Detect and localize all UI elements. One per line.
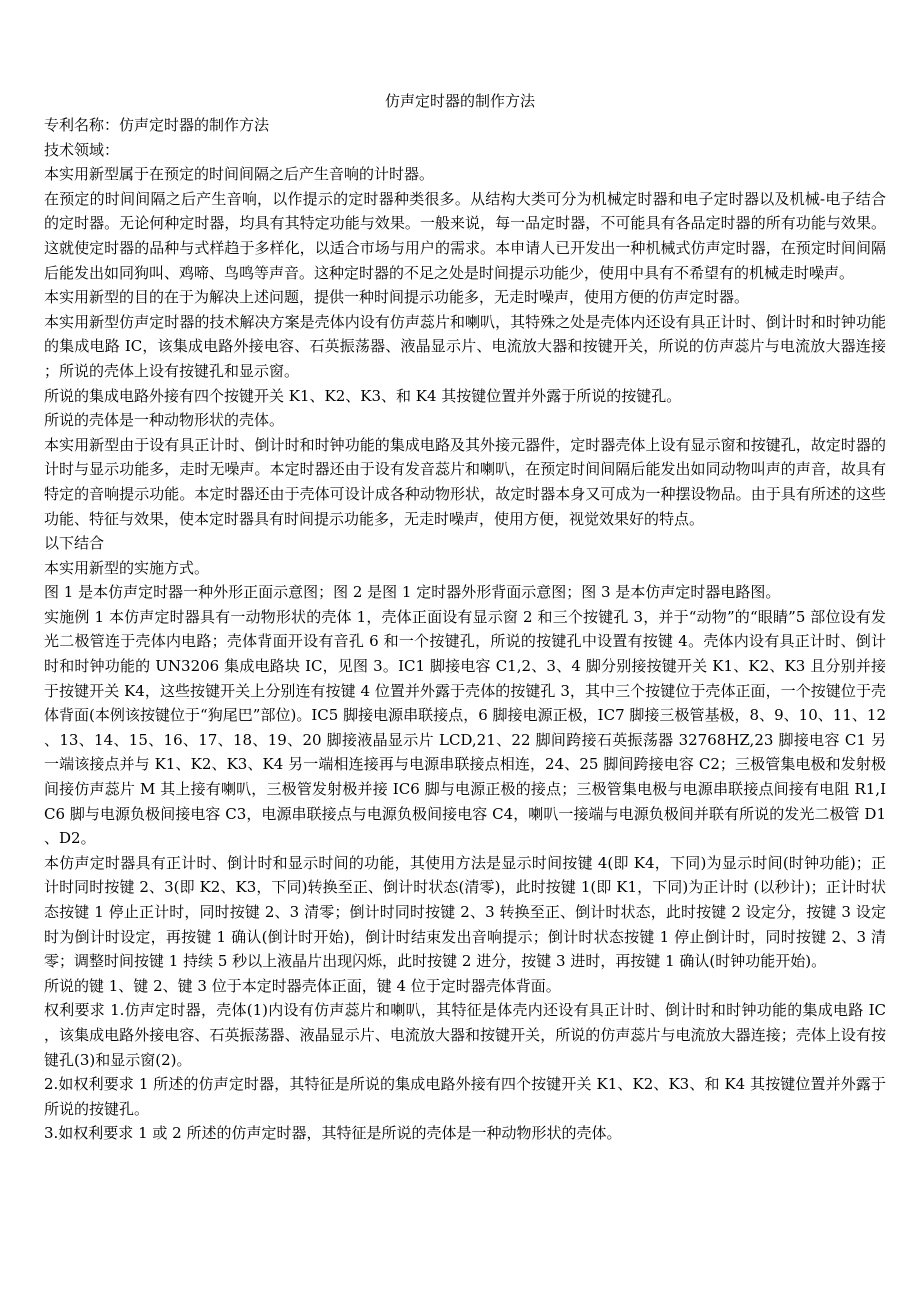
key-switches-paragraph: 所说的集成电路外接有四个按键开关 K1、K2、K3、和 K4 其按键位置并外露于所说的按键孔。: [44, 386, 682, 405]
housing-shape-paragraph: 所说的壳体是一种动物形状的壳体。: [44, 411, 285, 430]
effects-paragraph: 本实用新型由于设有具正计时、倒计时和时钟功能的集成电路及其外接元器件，定时器壳体上设有显示窗和按键孔，故定时器的计时与显示功能多，走时无噪声。本定时器还由于设有发音蕊片和喇叭，在预定时间间隔后能发出如同动物叫声的声音，故具有特定的音响提示功能。本定时器还由于壳体可设计成各种动物形状，故定时器本身又可成为一种摆设物品。由于具有所述的这些功能、特征与效果，使本定时器具有时间提示功能多，无走时噪声，使用方便，视觉效果好的特点。: [44, 435, 886, 528]
technical-field-text: 本实用新型属于在预定的时间间隔之后产生音响的计时器。: [44, 165, 435, 184]
document-title: 仿声定时器的制作方法: [384, 92, 535, 110]
patent-name-line: 专利名称：仿声定时器的制作方法: [44, 116, 270, 134]
technical-field-heading: 技术领域：: [44, 140, 120, 159]
claim-3-paragraph: 3.如权利要求 1 或 2 所述的仿声定时器，其特征是所说的壳体是一种动物形状的壳体。: [44, 1124, 622, 1143]
solution-paragraph: 本实用新型仿声定时器的技术解决方案是壳体内设有仿声蕊片和喇叭，其特殊之处是壳体内还设有具正计时、倒计时和时钟功能的集成电路 IC，该集成电路外接电容、石英振荡器、液晶显示片、电流放大器和按键开关，所说的仿声蕊片与电流放大器连接；所说的壳体上设有按键孔和显示窗。: [44, 312, 886, 380]
embodiment-heading: 本实用新型的实施方式。: [44, 558, 210, 577]
background-paragraph: 在预定的时间间隔之后产生音响，以作提示的定时器种类很多。从结构大类可分为机械定时器和电子定时器以及机械-电子结合的定时器。无论何种定时器，均具有其特定功能与效果。一般来说，每一品定时器，不可能具有各品定时器的所有功能与效果。这就使定时器的品种与式样趋于多样化，以适合市场与用户的需求。本申请人已开发出一种机械式仿声定时器，在预定时间间隔后能发出如同狗叫、鸡啼、鸟鸣等声音。这种定时器的不足之处是时间提示功能少，使用中具有不希望有的机械走时噪声。: [44, 189, 886, 282]
claim-2-paragraph: 2.如权利要求 1 所述的仿声定时器，其特征是所说的集成电路外接有四个按键开关 K1、K2、K3、和 K4 其按键位置并外露于所说的按键孔。: [44, 1075, 886, 1118]
document-body: [44, 113, 886, 1146]
claim-1-paragraph: 权利要求 1.仿声定时器，壳体(1)内设有仿声蕊片和喇叭，其特征是体壳内还设有具正计时、倒计时和时钟功能的集成电路 IC，该集成电路外接电容、石英振荡器、液晶显示片、电流放大器和按键开关，所说的仿声蕊片与电流放大器连接；壳体上设有按键孔(3)和显示窗(2)。: [44, 1001, 886, 1069]
following-combination-line: 以下结合: [44, 534, 105, 553]
embodiment-1-paragraph: 实施例 1 本仿声定时器具有一动物形状的壳体 1，壳体正面设有显示窗 2 和三个按键孔 3，并于“动物”的“眼睛”5 部位设有发光二极管连于壳体内电路；壳体背面开设有音孔 6 和一个按键孔，所说的按键孔中设置有按键 4。壳体内设有具正计时、倒计时和时钟功能的 UN3206 集成电路块 IC，见图 3。IC1 脚接电容 C1,2、3、4 脚分别接按键开关 K1、K2、K3 且分别并接于按键开关 K4，这些按键开关上分别连有按键 4 位置并外露于壳体的按键孔 3，其中三个按键位于壳体正面，一个按键位于壳体背面(本例该按键位于“狗尾巴”部位)。IC5 脚接电源串联接点，6 脚接电源正极，IC7 脚接三极管基极，8、9、10、11、12、13、14、15、16、17、18、19、20 脚接液晶显示片 LCD,21、22 脚间跨接石英振荡器 32768HZ,23 脚接电容 C1 另一端该接点并与 K1、K2、K3、K4 另一端相连接再与电源串联接点相连，24、25 脚间跨接电容 C2；三极管集电极和发射极间接仿声蕊片 M 其上接有喇叭，三极管发射极并接 IC6 脚与电源正极的接点；三极管集电极与电源串联接点间接有电阻 R1,IC6 脚与电源负极间接电容 C3，电源串联接点与电源负极间接电容 C4，喇叭一接端与电源负极间并联有所说的发光二极管 D1、D2。: [44, 607, 886, 848]
figures-description: 图 1 是本仿声定时器一种外形正面示意图；图 2 是图 1 定时器外形背面示意图；图 3 是本仿声定时器电路图。: [44, 583, 781, 602]
usage-method-paragraph: 本仿声定时器具有正计时、倒计时和显示时间的功能，其使用方法是显示时间按键 4(即 K4，下同)为显示时间(时钟功能)；正计时同时按键 2、3(即 K2、K3，下同)转换至正、倒计时状态(清零)，此时按键 1(即 K1，下同)为正计时 (以秒计)；正计时状态按键 1 停止正计时，同时按键 2、3 清零；倒计时同时按键 2、3 转换至正、倒计时状态，此时按键 2 设定分，按键 3 设定时为倒计时设定，再按键 1 确认(倒计时开始)，倒计时结束发出音响提示；倒计时状态按键 1 停止倒计时，同时按键 2、3 清零；调整时间按键 1 持续 5 秒以上液晶片出现闪烁，此时按键 2 进分，按键 3 进时，再按键 1 确认(时钟功能开始)。: [44, 853, 886, 971]
key-positions-paragraph: 所说的键 1、键 2、键 3 位于本定时器壳体正面，键 4 位于定时器壳体背面。: [44, 976, 561, 995]
purpose-paragraph: 本实用新型的目的在于为解决上述问题，提供一种时间提示功能多，无走时噪声，使用方便的仿声定时器。: [44, 288, 750, 307]
